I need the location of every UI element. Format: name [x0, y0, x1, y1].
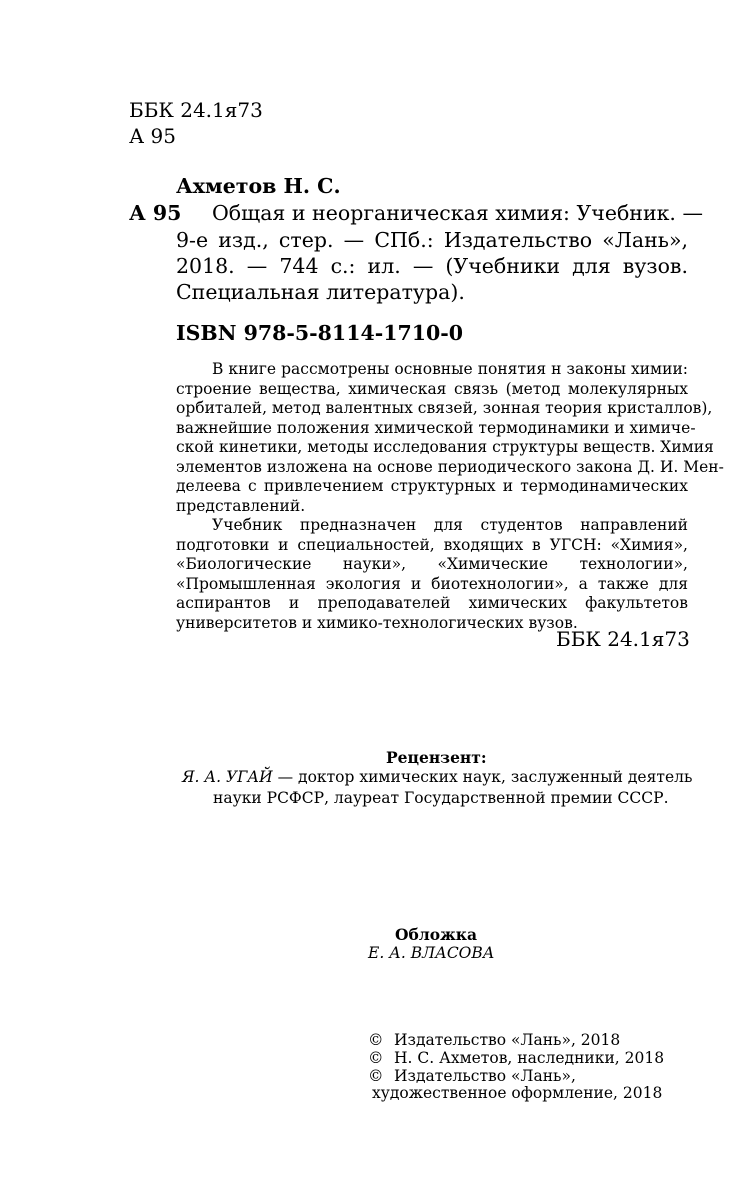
copyright-line-3: Издательство «Лань»,	[394, 1067, 576, 1085]
annotation-line: аспирантов и преподавателей химических факультетов	[176, 594, 688, 612]
reviewer-line-1	[182, 768, 692, 786]
annotation-line: подготовки и специальностей, входящих в УГСН: «Химия»,	[176, 535, 688, 554]
annotation-line: строение вещества, химическая связь (метод молекулярных	[176, 379, 688, 398]
copyright-symbol: ©	[368, 1067, 384, 1085]
annotation	[176, 360, 724, 633]
annotation-line: «Биологические науки», «Химические технологии»,	[176, 555, 688, 573]
title-line-2: 9-е изд., стер. — СПб.: Издательство «Лань»,	[176, 228, 688, 252]
cover-heading: Обложка	[395, 925, 477, 944]
annotation-line: важнейшие положения химической термодинамики и химиче-	[176, 418, 696, 437]
author-sign: А 95	[129, 201, 182, 225]
annotation-line: В книге рассмотрены основные понятия н законы химии:	[212, 360, 688, 378]
bbk-index-bottom: ББК 24.1я73	[556, 627, 690, 651]
annotation-line: ской кинетики, методы исследования структуры веществ. Химия	[176, 438, 714, 456]
annotation-line: орбиталей, метод валентных связей, зонная теория кристаллов),	[176, 399, 713, 417]
title-line-3: 2018. — 744 с.: ил. — (Учебники для вузов.	[176, 254, 688, 278]
annotation-line: элементов изложена на основе периодического закона Д. И. Мен-	[176, 457, 724, 476]
copyright-symbol: ©	[368, 1049, 384, 1067]
cover-designer: Е. А. ВЛАСОВА	[368, 944, 495, 962]
copyright-line-3-continued: художественное оформление, 2018	[372, 1084, 663, 1102]
annotation-line: Учебник предназначен для студентов направлений	[212, 516, 688, 534]
annotation-line: «Промышленная экология и биотехнологии», а также для	[176, 574, 688, 593]
copyright-line-2: Н. С. Ахметов, наследники, 2018	[394, 1049, 665, 1067]
reviewer-credentials: — доктор химических наук, заслуженный деятель	[272, 768, 693, 786]
reviewer-line-2: науки РСФСР, лауреат Государственной премии СССР.	[213, 789, 669, 807]
copyright-line-1: Издательство «Лань», 2018	[394, 1031, 621, 1049]
reviewer-heading: Рецензент:	[386, 748, 487, 767]
title-line-4: Специальная литература).	[176, 280, 465, 304]
reviewer-name: Я. А. УГАЙ	[182, 768, 273, 786]
title-line-1: Общая и неорганическая химия: Учебник. —	[212, 201, 703, 225]
bbk-index-top: ББК 24.1я73	[129, 98, 263, 122]
annotation-line: представлений.	[176, 496, 306, 515]
copyright-symbol: ©	[368, 1031, 384, 1049]
isbn: ISBN 978-5-8114-1710-0	[176, 321, 464, 345]
annotation-line: университетов и химико-технологических вузов.	[176, 613, 578, 632]
author-name: Ахметов Н. С.	[176, 174, 341, 198]
author-sign-top: А 95	[129, 124, 176, 148]
annotation-line: делеева с привлечением структурных и термодинамических	[176, 477, 688, 495]
